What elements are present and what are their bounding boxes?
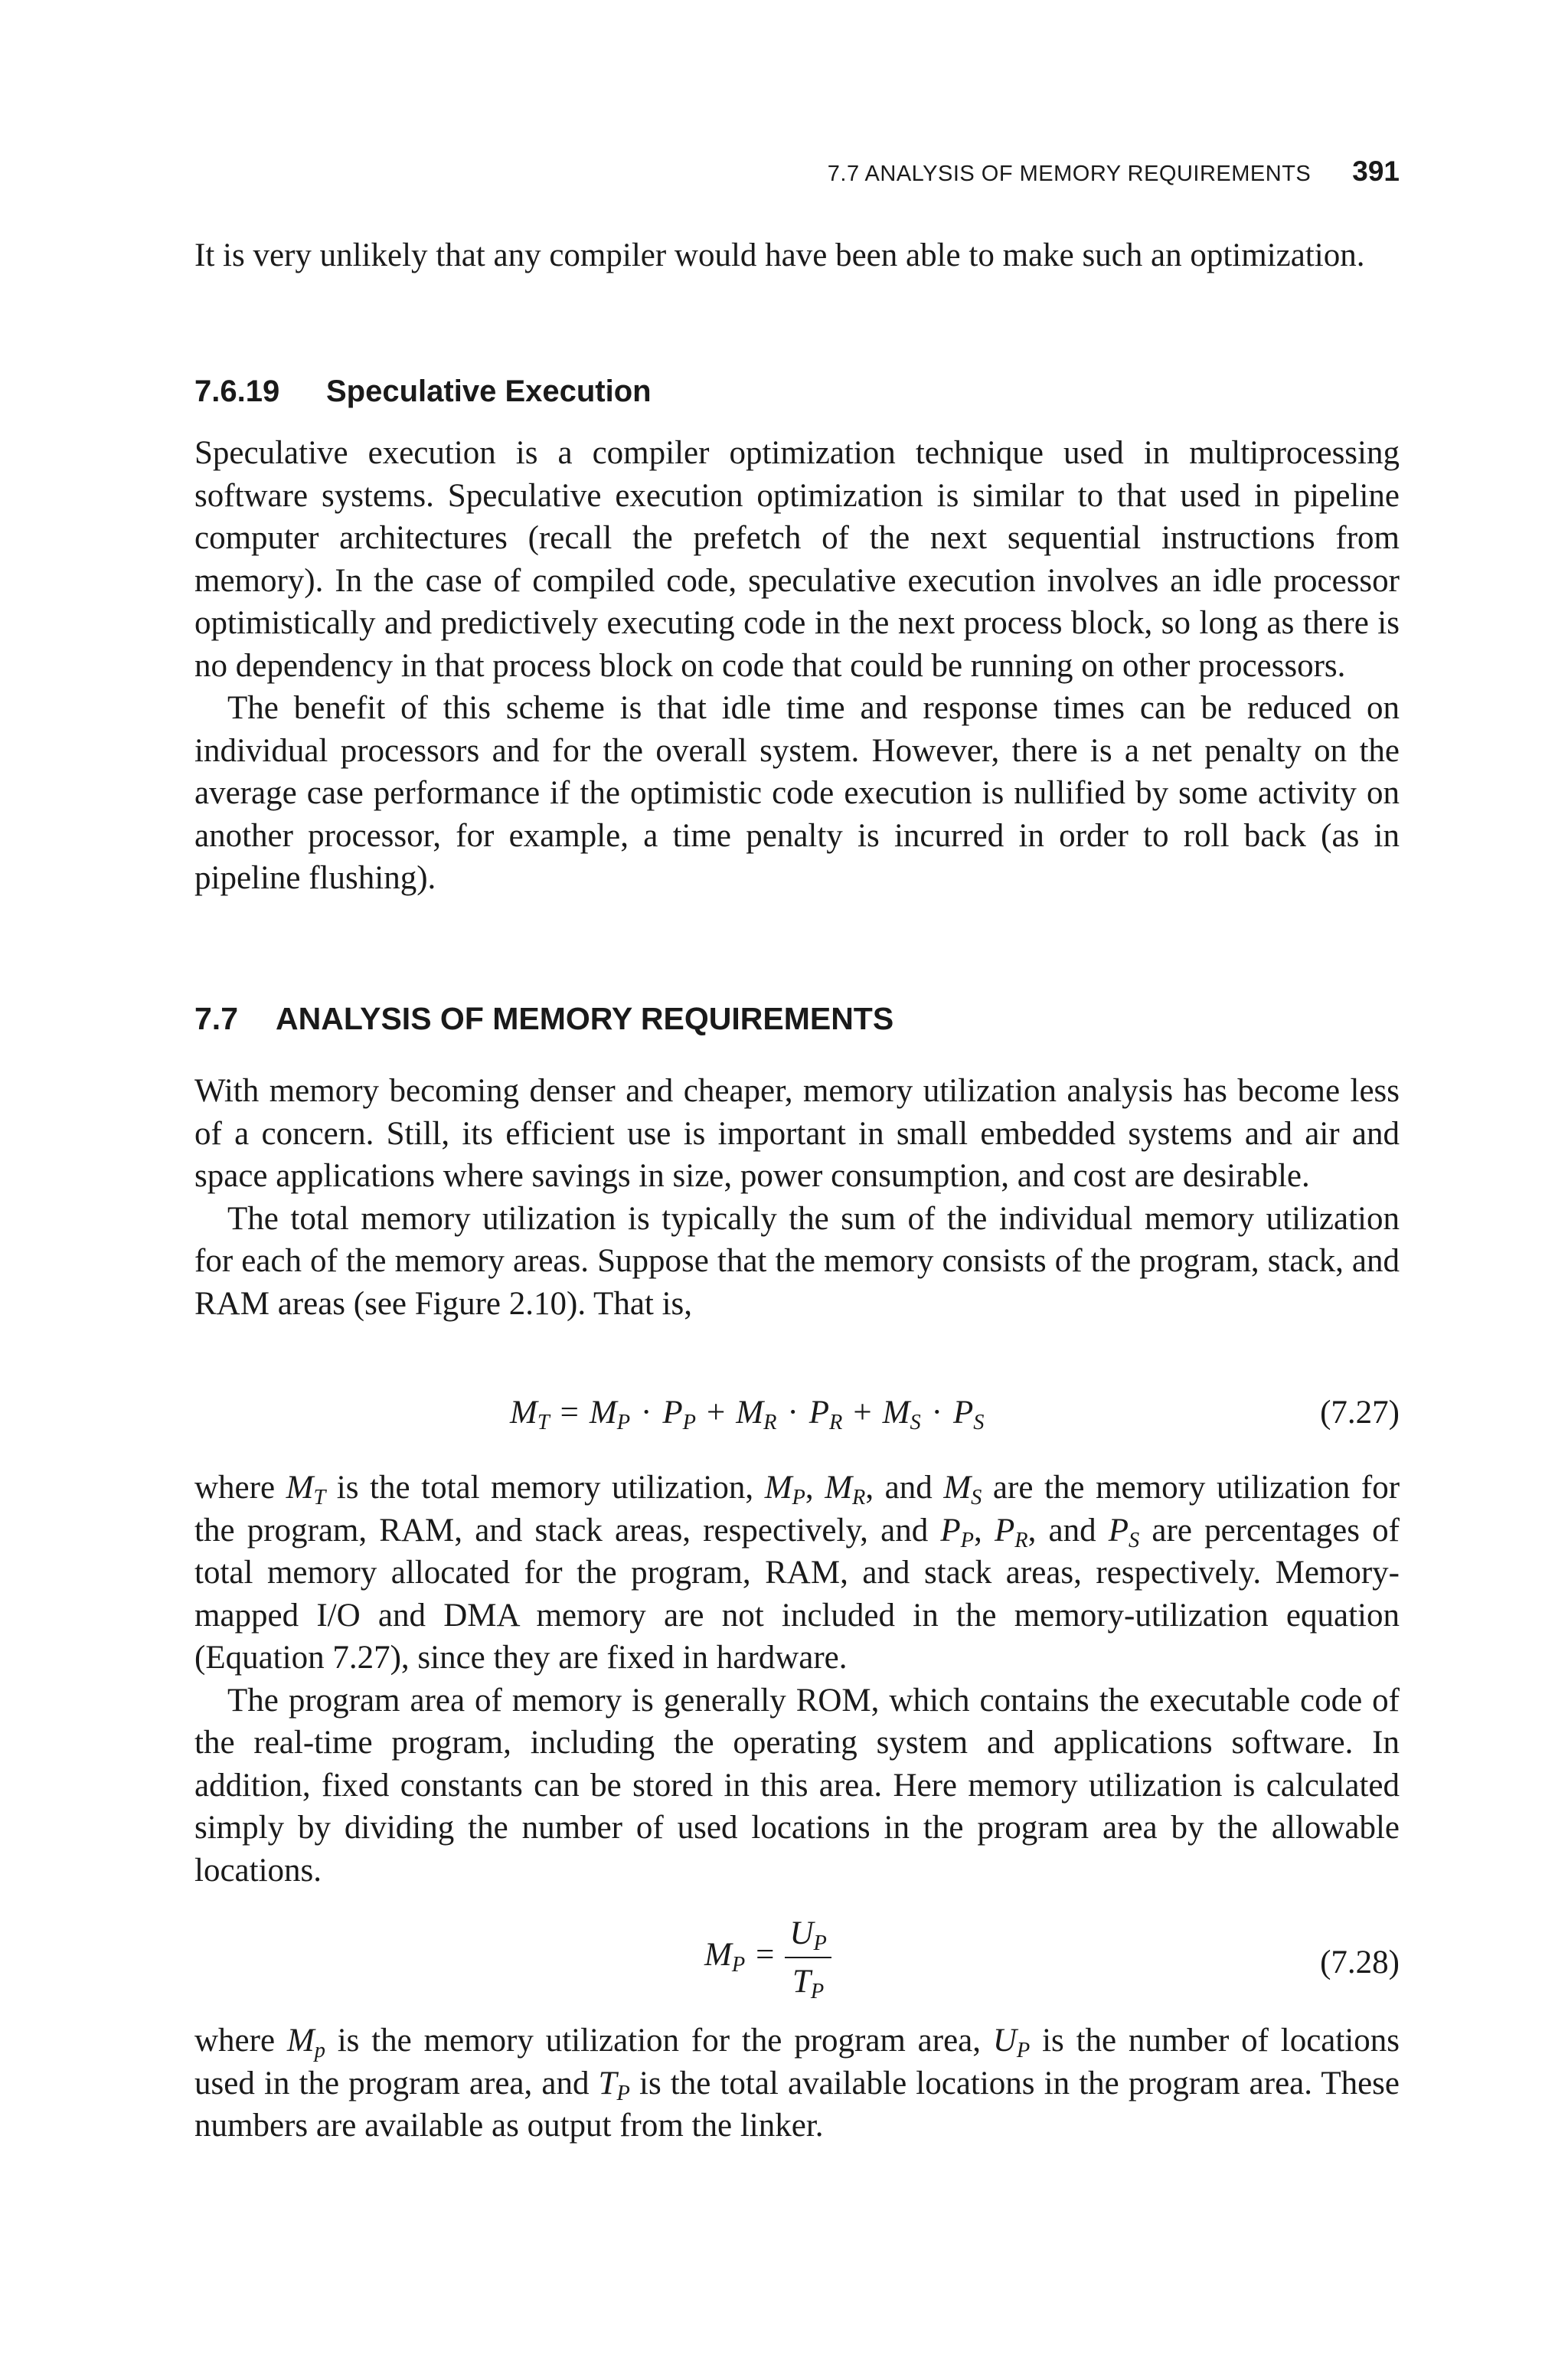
page-number: 391 — [1352, 155, 1400, 187]
paragraph: With memory becoming denser and cheaper, memory utilization analysis has become less of a concern. Still, its efficient use is important in small embedded systems and air and space applications where savings in size, power consumption, and cost are desirable. — [194, 1073, 1400, 1194]
section-title: Speculative Execution — [326, 374, 652, 408]
equation-body: $M_P$ = $\frac{U_P}{T_P}$ — [704, 1915, 831, 2000]
equation-7-27 — [194, 1394, 1400, 1440]
section-title: ANALYSIS OF MEMORY REQUIREMENTS — [276, 1001, 894, 1036]
paragraph: The total memory utilization is typically the sum of the individual memory utilization for each of the memory areas. Suppose that the memory consists of the program, stack, and RAM areas (see Figure 2.10). That is, — [194, 1200, 1400, 1322]
paragraph: Speculative execution is a compiler optimization technique used in multiprocessing software systems. Speculative execution optimization is similar to that used in pipeline computer architectures (recall the prefetch of the next sequential instructions from memory). In the case of compiled code, speculative execution involves an idle processor optimistically and predictively executing code in the next process block, so long as there is no dependency in that process block on code that could be running on other processors. — [194, 435, 1400, 684]
section-heading-7-6-19 — [194, 374, 652, 409]
equation-body: $M_T = M_P \cdot P_P + M_R \cdot P_R + M_S \cdot P_S$ — [510, 1395, 985, 1434]
memory-requirements-body — [194, 1070, 1400, 1325]
memory-requirements-body-2 — [194, 1467, 1400, 1892]
paragraph-where-mp: where $M_p$ is the memory utilization for the program area, $U_P$ is the number of locations used in the program area, and $T_P$ is the total available locations in the program area. These numbers are available as output from the linker. — [194, 2023, 1400, 2144]
running-head — [194, 155, 1400, 188]
equation-number: (7.28) — [1320, 1944, 1400, 1980]
paragraph-where-mt: where $M_T$ is the total memory utilization, $M_P$, $M_R$, and $M_S$ are the memory utilization for the program, RAM, and stack areas, respectively, and $P_P$, $P_R$, and $P_S$ are percentages of total memory allocated for the program, RAM, and stack areas, respectively. Memory-mapped I/O and DMA memory are not included in the memory-utilization equation (Equation 7.27), since they are fixed in hardware. — [194, 1470, 1400, 1676]
equation-7-28 — [194, 1915, 1400, 2014]
speculative-execution-body — [194, 432, 1400, 900]
memory-requirements-body-3 — [194, 2020, 1400, 2147]
paragraph: The benefit of this scheme is that idle time and response times can be reduced on individual processors and for the overall system. However, there is a net penalty on the average case performance if the optimistic code execution is nullified by some activity on another processor, for example, a time penalty is incurred in order to roll back (as in pipeline flushing). — [194, 690, 1400, 896]
paragraph: The program area of memory is generally ROM, which contains the executable code of the real-time program, including the operating system and applications software. In addition, fixed constants can be stored in this area. Here memory utilization is calculated simply by dividing the number of used locations in the program area by the allowable locations. — [194, 1682, 1400, 1889]
continuation-paragraph: It is very unlikely that any compiler would have been able to make such an optimization. — [194, 237, 1365, 273]
section-number: 7.7 — [194, 1001, 238, 1036]
running-head-title: 7.7 ANALYSIS OF MEMORY REQUIREMENTS — [827, 162, 1312, 186]
equation-number: (7.27) — [1320, 1395, 1400, 1431]
section-number: 7.6.19 — [194, 374, 280, 408]
section-heading-7-7 — [194, 1001, 893, 1037]
